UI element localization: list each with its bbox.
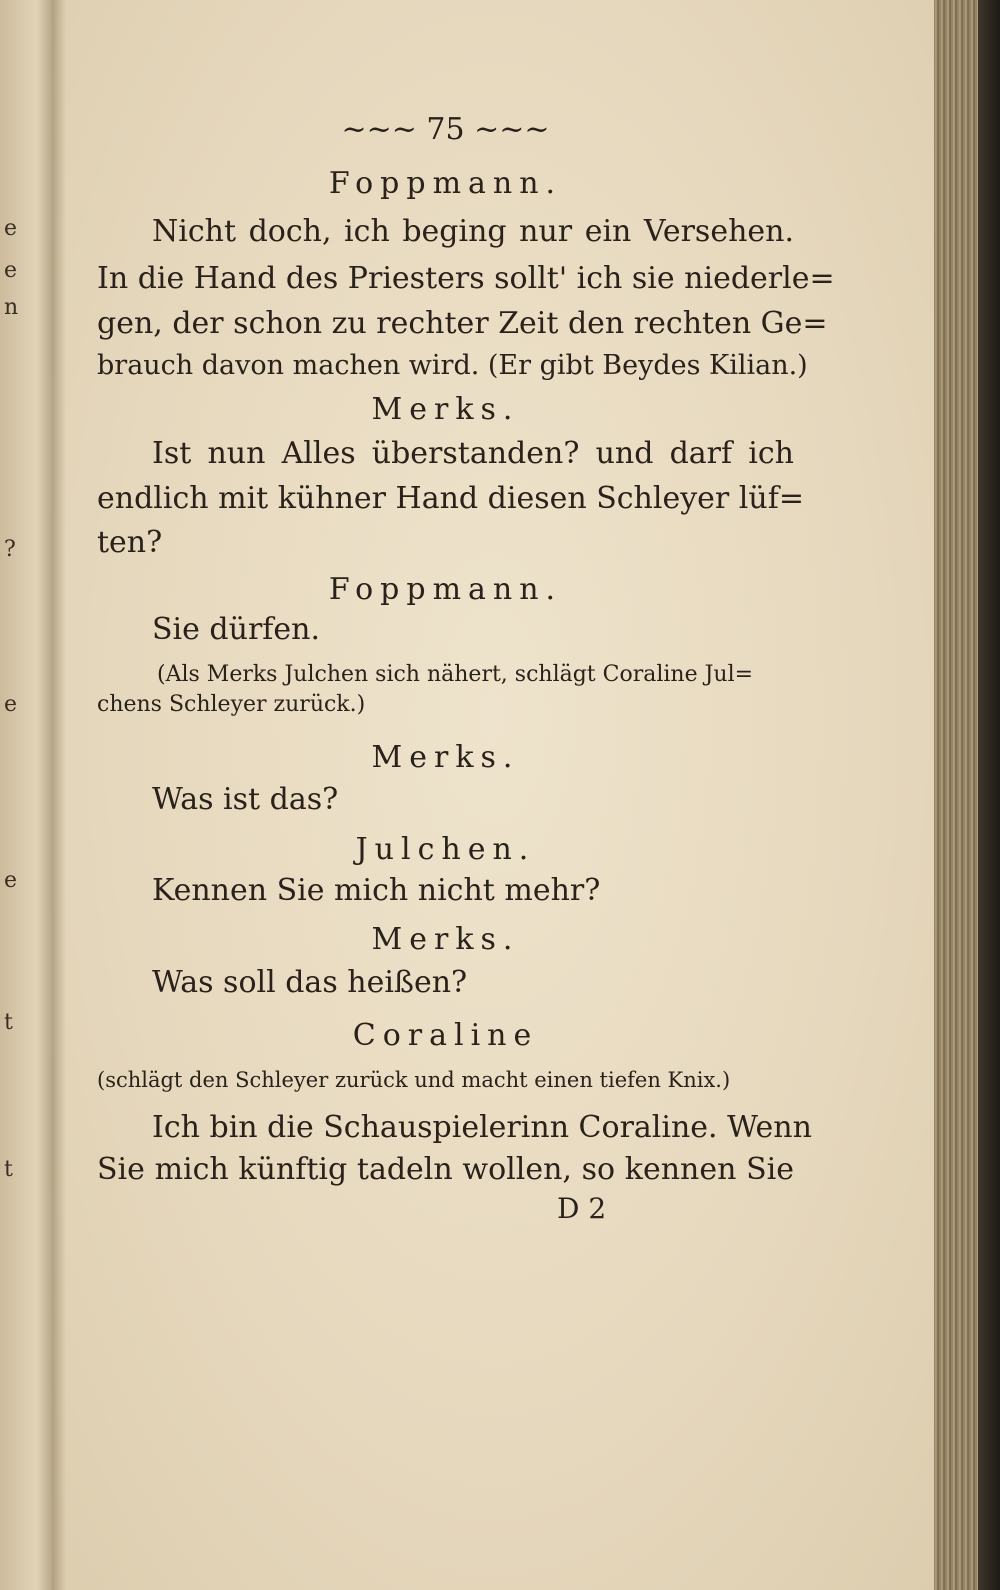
speaker-name: Foppmann. bbox=[328, 166, 563, 201]
speech-line: gen, der schon zu rechter Zeit den rechten Ge= bbox=[97, 306, 828, 341]
margin-fragment: n bbox=[4, 295, 19, 320]
speaker-name: Foppmann. bbox=[328, 572, 563, 607]
page-number: ~~~ 75 ~~~ bbox=[341, 112, 550, 147]
speech-line: Sie mich künftig tadeln wollen, so kennen Sie bbox=[97, 1152, 794, 1187]
speech-line: In die Hand des Priesters sollt' ich sie niederle= bbox=[97, 261, 835, 296]
speech-line: endlich mit kühner Hand diesen Schleyer lüf= bbox=[97, 481, 804, 516]
margin-fragment: e bbox=[4, 692, 18, 717]
speaker-name: Merks. bbox=[371, 392, 520, 427]
speech-line: ten? bbox=[97, 525, 163, 560]
speech-line: brauch davon machen wird. (Er gibt Beydes Kilian.) bbox=[97, 350, 808, 381]
speech-line: Was soll das heißen? bbox=[152, 965, 468, 1000]
speaker-name: Coraline bbox=[352, 1018, 539, 1053]
margin-fragment: t bbox=[4, 1157, 13, 1182]
book-page bbox=[52, 0, 934, 1590]
speaker-name: Julchen. bbox=[355, 832, 536, 867]
stage-direction: chens Schleyer zurück.) bbox=[97, 692, 366, 717]
margin-fragment: t bbox=[4, 1010, 13, 1035]
gutter-shadow bbox=[52, 0, 66, 1590]
speech-line: Kennen Sie mich nicht mehr? bbox=[152, 873, 601, 908]
margin-fragment: e bbox=[4, 868, 18, 893]
speech-line: Ist nun Alles überstanden? und darf ich bbox=[152, 436, 794, 471]
speaker-name: Merks. bbox=[371, 922, 520, 957]
speech-line: Ich bin die Schauspielerinn Coraline. Wenn bbox=[152, 1110, 812, 1145]
signature-mark: D 2 bbox=[557, 1192, 607, 1225]
book-page-edges bbox=[934, 0, 1000, 1590]
margin-fragment: ? bbox=[4, 537, 16, 562]
speech-line: Sie dürfen. bbox=[152, 612, 321, 647]
margin-fragment: e bbox=[4, 216, 18, 241]
speaker-name: Merks. bbox=[371, 740, 520, 775]
speech-line: Nicht doch, ich beging nur ein Versehen. bbox=[152, 214, 794, 249]
margin-fragment: e bbox=[4, 258, 18, 283]
stage-direction: (Als Merks Julchen sich nähert, schlägt Coraline Jul= bbox=[157, 662, 754, 687]
stage-direction: (schlägt den Schleyer zurück und macht einen tiefen Knix.) bbox=[97, 1068, 731, 1092]
facing-page-edge bbox=[0, 0, 52, 1590]
speech-line: Was ist das? bbox=[152, 782, 339, 817]
